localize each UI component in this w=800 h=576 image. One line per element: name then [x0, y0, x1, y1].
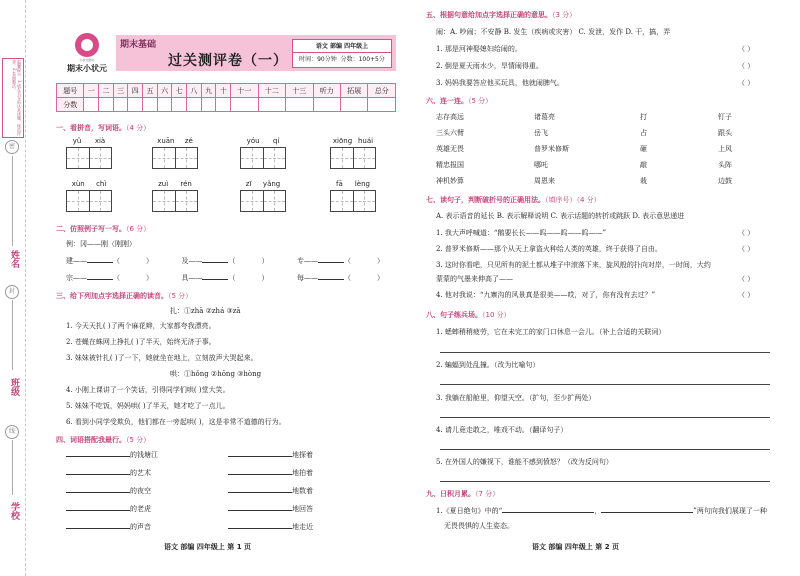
section-8-title [426, 310, 511, 320]
match-item[interactable]: 精忠报国 [436, 161, 464, 169]
char-prompt: 每—— [296, 274, 318, 282]
pinyin-group [66, 180, 112, 212]
name-label: 姓名 [9, 250, 19, 268]
section-title: 八、句子练兵场。 [426, 311, 482, 319]
score-cell: 十三 [286, 84, 313, 98]
pinyin: xùn [71, 180, 85, 188]
info-time: 时间：90分钟 [299, 56, 337, 63]
pinyin-group [66, 137, 112, 169]
question: 1. 今天天扎( )了两个麻花辫，大家都夸我漂亮。 [66, 322, 216, 330]
paren: ） [376, 257, 384, 265]
score-input[interactable] [172, 98, 187, 112]
phrase: 地拍着 [292, 469, 313, 477]
text: ”两句向我们展现了一种 [693, 507, 767, 515]
meaning-options: 闹：A. 吵闹；不安静 B. 发生（疾病或灾害） C. 发泄，发作 D. 干，搞，弄 [436, 28, 671, 36]
question: 1. 蟋蟀稍稍疲劳，它在未完工的家门口休息一会儿。（补上合适的关联词） [436, 328, 666, 336]
section-title: 五、根据句意给加点字选择正确的意思。 [426, 11, 552, 19]
collocation-row [66, 486, 151, 496]
blank[interactable] [228, 510, 292, 511]
section-title: 四、词语搭配我最行。 [56, 436, 126, 444]
collocation-row [66, 522, 151, 532]
text: 无畏畏惧的人生姿态。 [444, 522, 514, 530]
margin-line [12, 300, 13, 370]
phrase: 的夜空 [130, 487, 151, 495]
score-input[interactable] [187, 98, 202, 112]
answer-line[interactable] [440, 481, 770, 482]
margin-circle: 封 [5, 285, 19, 299]
section-points: （5 分） [168, 292, 193, 300]
question: 6. 看到小同学受欺负，他们都在一旁起哄( )，这是非常不道德的行为。 [66, 418, 286, 426]
pinyin: lèng [354, 180, 370, 188]
answer-blank[interactable]: （ ） [738, 45, 755, 53]
writing-cell[interactable] [331, 148, 354, 168]
margin-circle: 线 [5, 425, 19, 439]
answer-blank[interactable]: （ ） [738, 79, 755, 87]
page-footer: 语文 部编 四年级上 第 2 页 [532, 543, 620, 551]
banner-subtitle: 期末基础 [120, 40, 157, 50]
question: 5. 在外国人的嫌视下，谁能不感到愤怒？（改为反问句） [436, 458, 613, 466]
pinyin-group [330, 137, 376, 169]
phrase: 的艺术 [130, 469, 151, 477]
blank[interactable] [601, 512, 693, 513]
writing-cell[interactable] [67, 148, 90, 168]
pinyin: xiōng [332, 137, 353, 145]
collocation-row [66, 468, 151, 478]
match-item[interactable]: 头阵 [718, 161, 732, 169]
school-label: 学校 [9, 502, 19, 520]
question: 1. 那是河神娶媳妇给闹的。 [436, 45, 522, 53]
score-value-row [57, 98, 396, 112]
score-input[interactable] [143, 98, 158, 112]
question: 3. 妈妈我要答应他买玩具，他就闹脾气。 [436, 79, 564, 87]
blank[interactable] [66, 474, 130, 475]
char-prompt: 具—— [181, 274, 203, 282]
collocation-row [228, 522, 313, 532]
blank[interactable] [228, 474, 292, 475]
collocation-row [66, 450, 158, 460]
writing-cell[interactable] [264, 148, 286, 168]
answer-blank[interactable]: （ ） [738, 245, 755, 253]
score-input[interactable] [368, 98, 396, 112]
collocation-row [66, 504, 151, 514]
score-input[interactable] [201, 98, 216, 112]
margin-line [12, 156, 13, 246]
char-prompt: 宗—— [66, 274, 87, 282]
pinyin: yóu [246, 137, 260, 145]
dash-options: A. 表示语音的延长 B. 表示解释说明 C. 表示话题的转折或跳跃 D. 表示意思递进 [436, 212, 685, 220]
match-item[interactable]: 周恩来 [534, 177, 555, 185]
margin-circle: 密 [5, 140, 19, 154]
char-prompt: 专—— [296, 257, 318, 265]
pinyin: zī [245, 180, 252, 188]
collocation-row [228, 468, 313, 478]
score-input[interactable] [113, 98, 128, 112]
collocation-row [228, 450, 313, 460]
question: 2. 普罗米修斯——那个从天上拿盗火种给人类的英雄，终于获得了自由。 [436, 245, 662, 253]
match-item[interactable]: 哪吒 [534, 161, 548, 169]
answer-blank[interactable]: （ ） [738, 291, 755, 299]
pinyin: chì [96, 180, 107, 188]
score-cell: 四 [128, 84, 143, 98]
blank[interactable] [228, 492, 292, 493]
writing-cell[interactable] [153, 191, 176, 211]
writing-cell[interactable] [241, 148, 264, 168]
blank[interactable] [228, 528, 292, 529]
pinyin: huái [357, 137, 374, 145]
score-input[interactable] [216, 98, 231, 112]
score-cell: 听力 [313, 84, 340, 98]
question-continued: 蒙蒙的气墨来伸高了—— [436, 275, 513, 283]
score-cell: 二 [99, 84, 114, 98]
blank[interactable] [228, 456, 292, 457]
question: 2. 蝙蝠到处乱撞。（改为比喻句） [436, 361, 540, 369]
section-title: 六、连一连。 [426, 97, 468, 105]
section-title: 二、仿照例子写一写。 [56, 225, 126, 233]
score-cell: 题号 [57, 84, 84, 98]
fill-row [66, 256, 384, 266]
match-item[interactable]: 跟头 [718, 129, 732, 137]
pinyin: yǔ [72, 137, 82, 145]
blank[interactable] [66, 510, 130, 511]
match-item[interactable]: 砸 [640, 145, 647, 153]
section-6-title [426, 96, 492, 106]
char-prompt: 建—— [66, 257, 87, 265]
section-points: （填序号）（4 分） [545, 196, 601, 204]
class-label: 班级 [9, 378, 19, 396]
brand-name: 期末小状元 [67, 64, 107, 73]
pinyin: zuì [158, 180, 169, 188]
pinyin: qí [272, 137, 280, 145]
score-cell: 十 [216, 84, 231, 98]
collocation-row [228, 486, 313, 496]
writing-cell[interactable] [176, 148, 198, 168]
phrase: 地回答 [292, 505, 313, 513]
section-title: 三、给下列加点字选择正确的读音。 [56, 292, 168, 300]
match-item[interactable]: 敲 [640, 161, 647, 169]
phrase: 的钱塘江 [130, 451, 158, 459]
phrase: 地探着 [292, 451, 313, 459]
paren: （ [343, 274, 351, 282]
info-box [292, 39, 392, 68]
score-cell: 分数 [57, 98, 84, 112]
match-item[interactable]: 上风 [718, 145, 732, 153]
score-input[interactable] [157, 98, 172, 112]
writing-cell[interactable] [241, 191, 264, 211]
text: 1.《夏日绝句》中的“ [436, 507, 503, 515]
pinyin: xuān [157, 137, 175, 145]
section-5-title [426, 10, 576, 20]
example-text: 例：冈——刚（刚刚） [66, 240, 136, 248]
collocation-row [228, 504, 313, 514]
pinyin-group [152, 180, 198, 212]
blank[interactable] [502, 512, 594, 513]
section-4-title [56, 435, 150, 445]
answer-line[interactable] [440, 352, 770, 353]
match-item[interactable]: 三头六臂 [436, 129, 464, 137]
question: 4. 请儿竟走敢之，唯戏不动。（翻译句子） [436, 426, 568, 434]
section-2-title [56, 224, 150, 234]
blank[interactable] [66, 528, 130, 529]
score-input[interactable] [84, 98, 99, 112]
score-input[interactable] [99, 98, 114, 112]
match-item[interactable]: 占 [640, 129, 647, 137]
paren: （ [113, 257, 120, 265]
question: 3. 我躺在船舱里，仰望天空。（扩句，至少扩两处） [436, 394, 596, 402]
section-title: 一、看拼音，写词语。 [56, 124, 126, 132]
score-cell: 总分 [368, 84, 396, 98]
score-cell: 五 [143, 84, 158, 98]
match-item[interactable]: 栽 [640, 177, 647, 185]
section-points: （10 分） [482, 311, 511, 319]
phrase: 的声音 [130, 523, 151, 531]
text: ， [594, 507, 602, 515]
answer-line[interactable] [440, 417, 770, 418]
pronunciation-options: 哄：①hǒng ②hōng ③hòng [170, 370, 262, 378]
answer-line[interactable] [440, 449, 770, 450]
section-points: （5 分） [468, 97, 493, 105]
pronunciation-options: 扎：①zhā ②zhá ③zā [170, 307, 241, 315]
score-cell: 七 [172, 84, 187, 98]
question: 1. 我大声呼喊道：“鹅要长长——呜——呜——呜——” [436, 229, 607, 237]
writing-cell[interactable] [90, 191, 112, 211]
writing-cell[interactable] [153, 148, 176, 168]
score-header-row [57, 84, 396, 98]
blank[interactable] [66, 492, 130, 493]
paren: （ [343, 257, 351, 265]
section-points: （7 分） [475, 490, 500, 498]
section-3-title [56, 291, 192, 301]
answer-blank[interactable]: （ ） [738, 62, 755, 70]
pinyin: zé [184, 137, 193, 145]
section-points: （3 分） [552, 11, 577, 19]
section-1-title [56, 123, 150, 133]
logo-icon [75, 33, 99, 57]
writing-cell[interactable] [354, 191, 376, 211]
score-input[interactable] [128, 98, 143, 112]
match-item[interactable]: 普罗米修斯 [534, 145, 569, 153]
writing-cell[interactable] [67, 191, 90, 211]
score-cell: 一 [84, 84, 99, 98]
writing-cell[interactable] [176, 191, 198, 211]
char-prompt: 及—— [181, 257, 203, 265]
pinyin-group [152, 137, 198, 169]
match-item[interactable]: 岳飞 [534, 129, 548, 137]
blank[interactable] [87, 279, 113, 280]
blank[interactable] [66, 456, 130, 457]
paren: （ [113, 274, 120, 282]
score-input[interactable] [258, 98, 285, 112]
match-item[interactable]: 英雄无畏 [436, 145, 464, 153]
pinyin: fā [336, 180, 343, 188]
section-points: （6 分） [126, 225, 151, 233]
page-title: 过关测评卷（一） [168, 53, 288, 69]
info-subject: 语文 部编 四年级上 [293, 40, 391, 53]
pinyin: yǎng [262, 180, 281, 188]
pinyin-group [240, 180, 286, 212]
info-score: 分数：100+5分 [340, 56, 385, 63]
match-item[interactable]: 诸葛亮 [534, 113, 555, 121]
blank[interactable] [202, 279, 228, 280]
paren: （ [228, 257, 236, 265]
pinyin: rén [180, 180, 192, 188]
fill-row [66, 273, 384, 283]
match-item[interactable]: 神机妙算 [436, 177, 464, 185]
question: 4. 小刚上课讲了一个笑话，引得同学们哄( )堂大笑。 [66, 386, 230, 394]
margin-strip [0, 0, 26, 576]
logo-text: 小状元图书 [79, 58, 95, 62]
section-title: 七、读句子，判断破折号的正确用法。 [426, 196, 545, 204]
answer-line[interactable] [440, 384, 770, 385]
section-points: （5 分） [126, 436, 151, 444]
phrase: 地数着 [292, 487, 313, 495]
info-time-score [293, 53, 391, 67]
section-7-title [426, 195, 601, 205]
score-cell: 十一 [231, 84, 258, 98]
pinyin-group [330, 180, 376, 212]
answer-blank[interactable]: （ ） [738, 275, 755, 283]
score-cell: 八 [187, 84, 202, 98]
writing-cell[interactable] [331, 191, 354, 211]
paren: （ [228, 274, 236, 282]
match-item[interactable]: 志存高远 [436, 113, 464, 121]
score-cell: 十二 [258, 84, 285, 98]
question: 2. 倒是夏天雨水少，旱情闹得重。 [436, 62, 543, 70]
question: 3. 妹妹被针扎( )了一下，她就坐在地上，立刻放声大哭起来。 [66, 354, 258, 362]
paren: ） [146, 274, 153, 282]
writing-cell[interactable] [354, 148, 376, 168]
section-9-title [426, 489, 499, 499]
phrase: 地走近 [292, 523, 313, 531]
blank[interactable] [202, 262, 228, 263]
paren: ） [261, 257, 269, 265]
score-input[interactable] [313, 98, 340, 112]
pinyin-group [240, 137, 286, 169]
phrase: 的老虎 [130, 505, 151, 513]
score-cell: 九 [201, 84, 216, 98]
writing-cell[interactable] [90, 148, 112, 168]
blank[interactable] [318, 262, 344, 263]
score-input[interactable] [231, 98, 258, 112]
score-input[interactable] [286, 98, 313, 112]
blank[interactable] [87, 262, 113, 263]
paren: ） [261, 274, 269, 282]
match-item[interactable]: 钉子 [718, 113, 732, 121]
match-item[interactable]: 边鼓 [718, 177, 732, 185]
match-item[interactable]: 打 [640, 113, 647, 121]
paren: ） [376, 274, 384, 282]
section-points: （4 分） [126, 124, 151, 132]
score-cell: 拓展 [340, 84, 367, 98]
question: 5. 妹妹不吃饭，妈妈哄( )了半天，她才吃了一点儿。 [66, 402, 230, 410]
blank[interactable] [318, 279, 344, 280]
score-cell: 三 [113, 84, 128, 98]
question: 4. 他对我说：“九寨沟的风景真是很美——哎，对了，你有没有去过？” [436, 291, 656, 299]
writing-cell[interactable] [264, 191, 286, 211]
question: 3. 这时你看吧，只见所有的泥土都从堆子中滚落下来，旋风般的扑向对岸，一时间，大约 [436, 261, 711, 269]
margin-line [12, 440, 13, 495]
question: 2. 苍蝇在蛛网上挣扎( )了半天，始终无济于事。 [66, 338, 216, 346]
fill-sentence [436, 506, 767, 516]
pinyin: xià [94, 137, 106, 145]
section-title: 九、日积月累。 [426, 490, 475, 498]
answer-blank[interactable]: （ ） [738, 229, 755, 237]
page-footer: 语文 部编 四年级上 第 1 页 [164, 543, 252, 551]
logo [60, 33, 114, 75]
score-input[interactable] [340, 98, 367, 112]
margin-note: 温馨提示：1.请在书写前认真读题，规范作答。2.卷面整洁。 [2, 58, 24, 138]
score-table [56, 83, 396, 112]
paren: ） [146, 257, 153, 265]
score-cell: 六 [157, 84, 172, 98]
